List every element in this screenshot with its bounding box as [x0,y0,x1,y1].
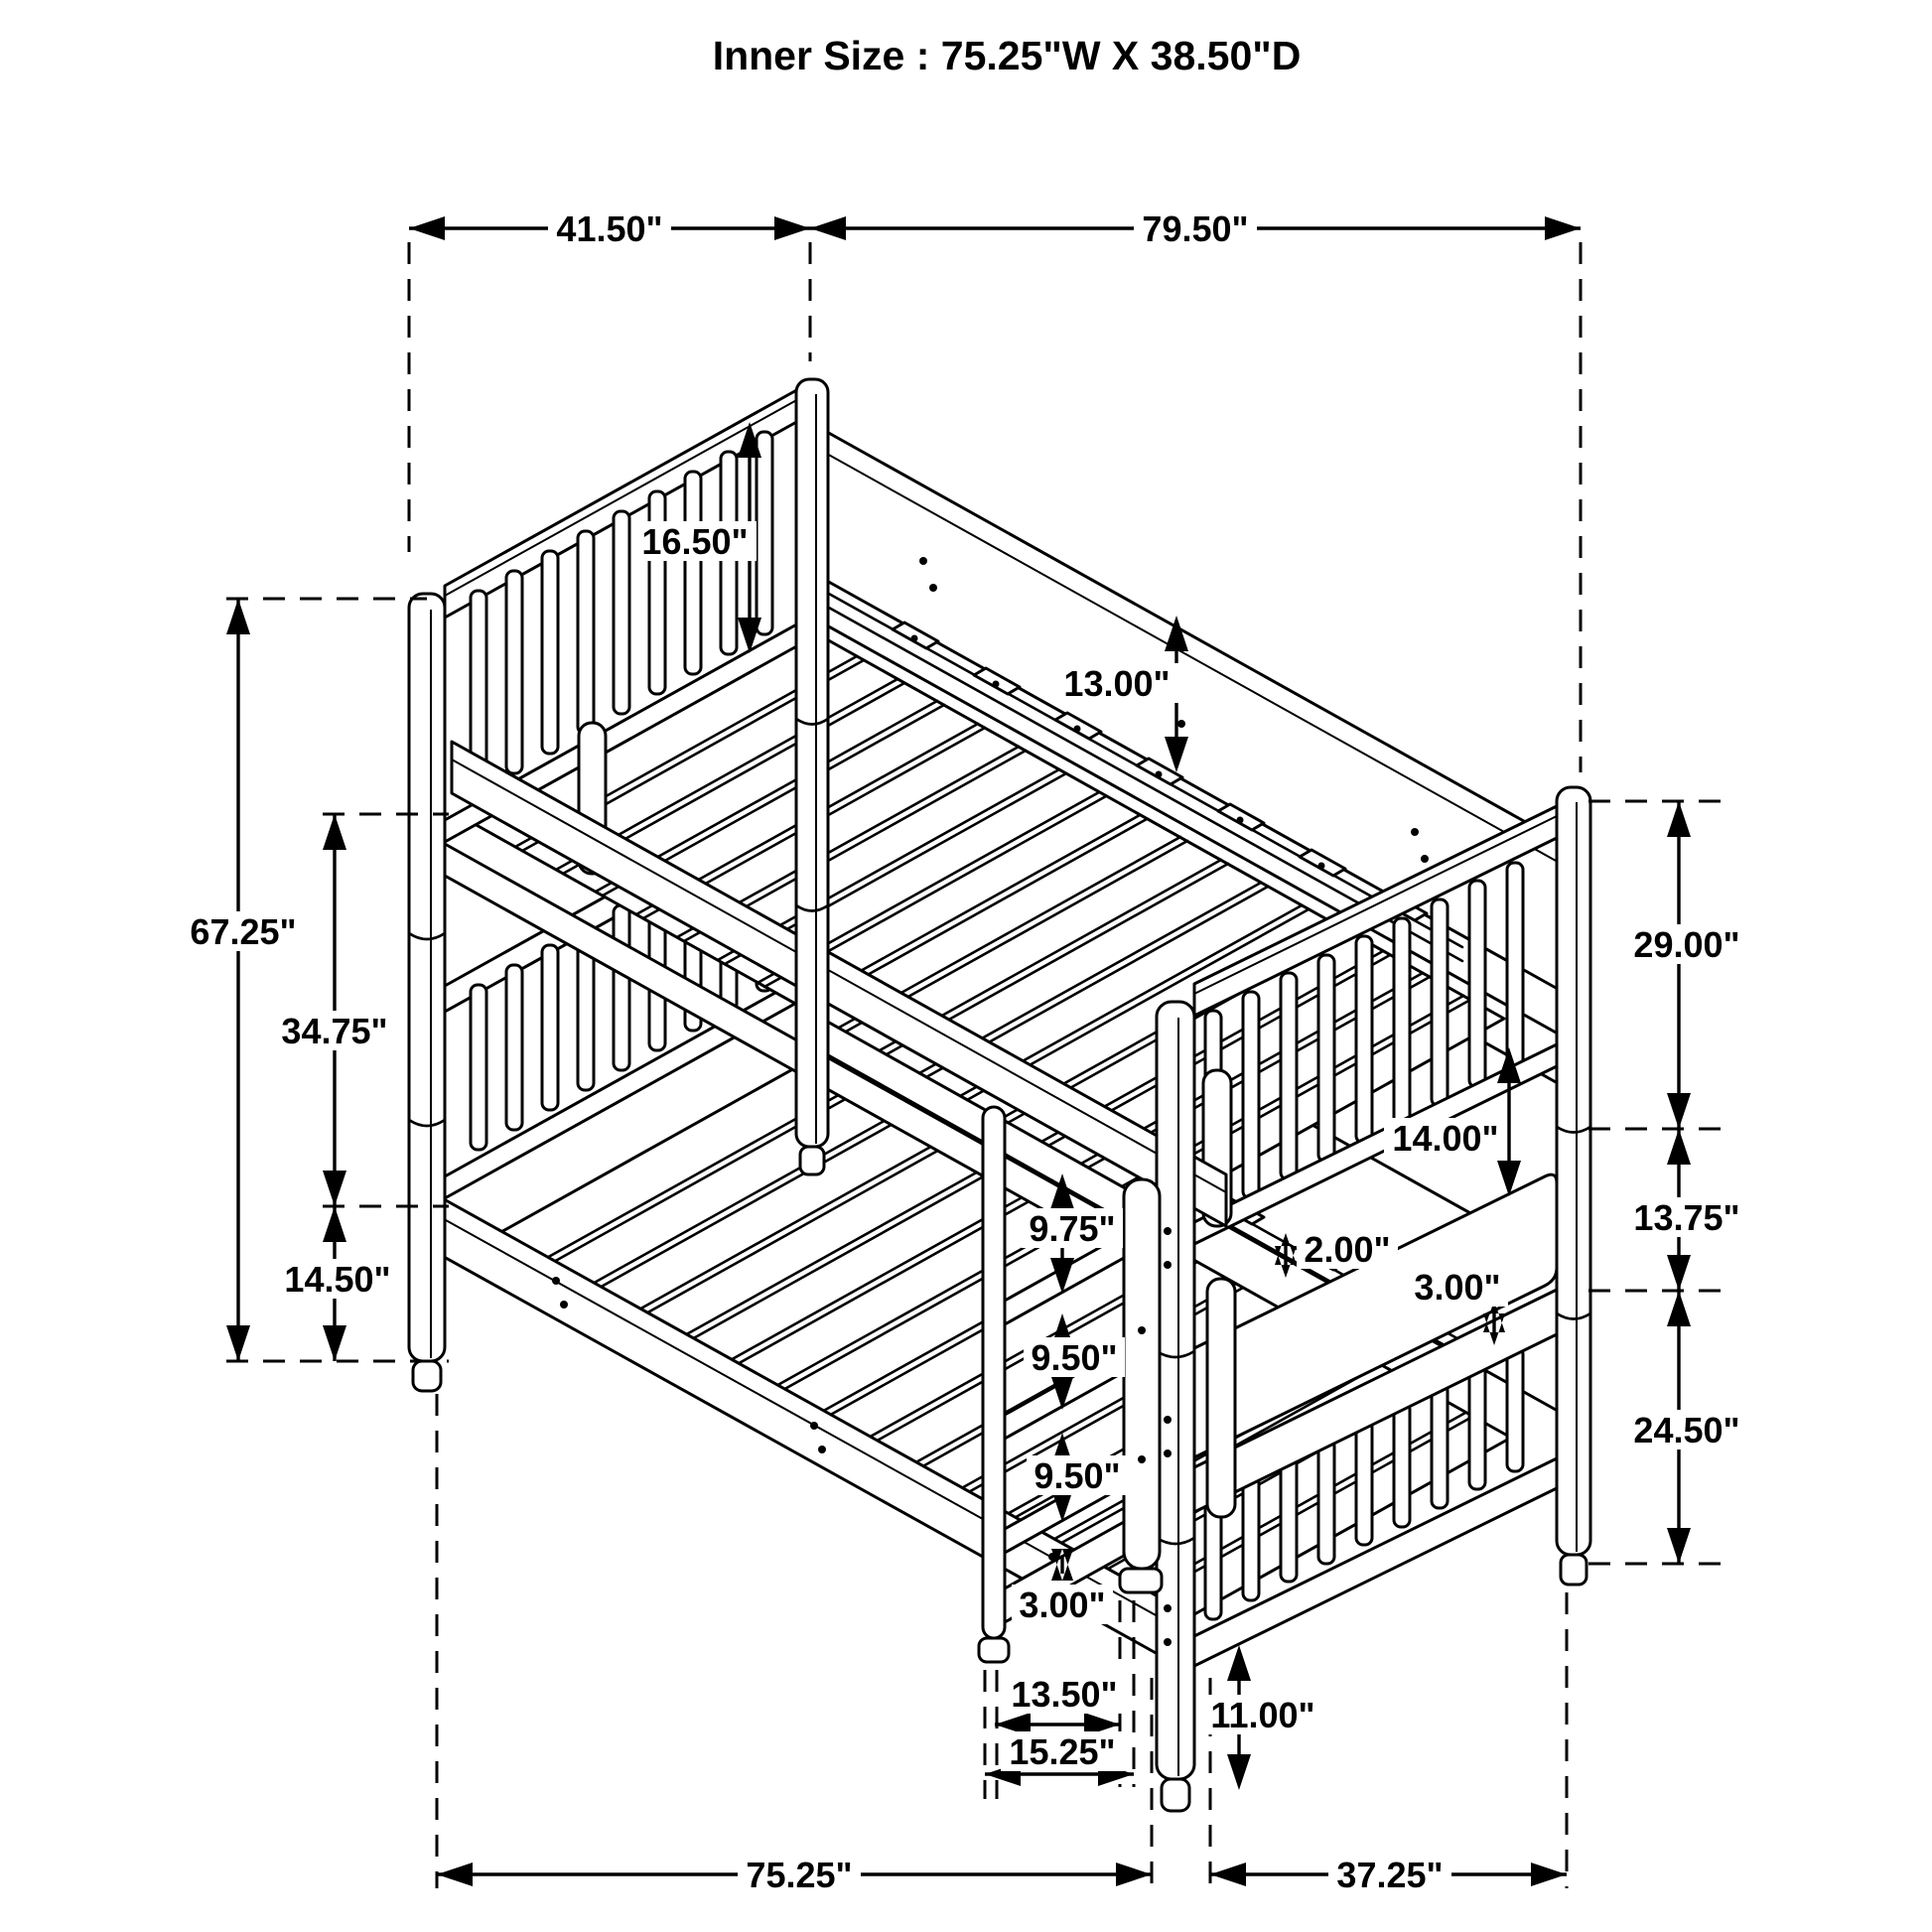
dim-ladder-inner-width [1003,1674,1126,1715]
bed-drawing [409,379,1590,1811]
svg-text:15.25": 15.25" [1009,1731,1116,1772]
dim-foot-gap [1384,1118,1507,1159]
svg-text:29.00": 29.00" [1633,924,1740,965]
dim-deck-ledger [1297,1229,1398,1270]
svg-text:14.50": 14.50" [284,1259,391,1300]
svg-text:9.75": 9.75" [1029,1208,1116,1249]
svg-text:11.00": 11.00" [1210,1695,1315,1735]
dim-right-middle [1625,1197,1748,1238]
svg-text:75.25": 75.25" [746,1855,853,1895]
page-title: Inner Size : 75.25"W X 38.50"D [712,33,1302,78]
svg-text:3.00": 3.00" [1414,1267,1501,1308]
svg-text:41.50": 41.50" [556,208,663,249]
dim-ladder-outer-width [1001,1731,1124,1772]
dim-ladder-step-mid [1024,1337,1125,1378]
svg-text:79.50": 79.50" [1142,208,1249,249]
svg-text:3.00": 3.00" [1019,1585,1106,1625]
svg-text:67.25": 67.25" [190,911,297,952]
dim-back-panel-height [1055,663,1178,704]
svg-text:37.25": 37.25" [1336,1855,1444,1895]
dim-ladder-step-top [1022,1208,1123,1249]
dim-top-length [1134,208,1257,249]
dim-overall-height [182,911,305,952]
dim-ladder-bottom-rail [1012,1585,1113,1625]
svg-text:2.00": 2.00" [1304,1229,1391,1270]
svg-text:13.75": 13.75" [1633,1197,1740,1238]
dim-head-width [548,208,671,249]
dim-foot-rail [1407,1267,1508,1308]
svg-text:9.50": 9.50" [1031,1337,1118,1378]
dim-ladder-step-low [1027,1455,1128,1496]
dim-lower-rail-height [276,1259,399,1300]
post-foot [413,1361,441,1391]
ladder-stile-left [983,1107,1005,1638]
post-foot [800,1147,824,1174]
svg-text:34.75": 34.75" [281,1011,388,1051]
svg-text:13.00": 13.00" [1063,663,1171,704]
post-back-right [1557,787,1590,1585]
post-back-left [796,379,828,1174]
dim-right-bottom [1625,1410,1748,1450]
dim-bunk-gap [273,1011,396,1051]
ladder-foot-left [979,1638,1009,1662]
svg-text:16.50": 16.50" [641,521,749,562]
post-foot [1561,1555,1587,1585]
post-foot [1162,1779,1189,1811]
svg-text:14.00": 14.00" [1392,1118,1499,1159]
dim-right-top [1625,924,1748,965]
dim-leg-height [1201,1695,1324,1735]
ladder-foot-right [1120,1569,1162,1592]
lower-guard-end-bar [1207,1279,1235,1517]
post-front-right [1157,1002,1194,1811]
svg-text:13.50": 13.50" [1011,1674,1118,1715]
post-front-left [409,594,445,1391]
dim-guard-rail-height [633,521,757,562]
dim-bottom-length [738,1855,861,1895]
dim-bottom-depth [1328,1855,1451,1895]
ladder-stile-right [1124,1179,1160,1569]
svg-text:9.50": 9.50" [1034,1455,1121,1496]
svg-text:24.50": 24.50" [1633,1410,1740,1450]
